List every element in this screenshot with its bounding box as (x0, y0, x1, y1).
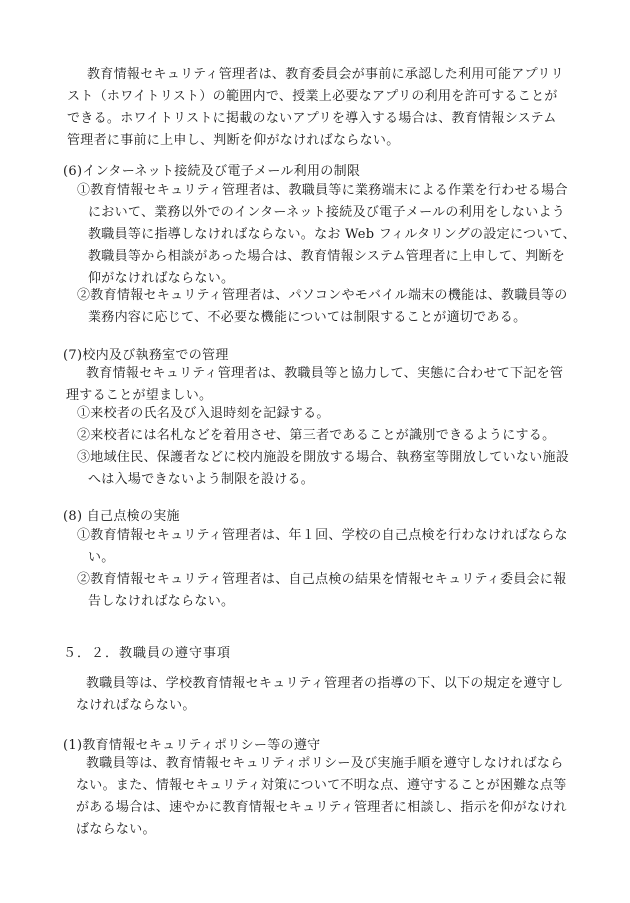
text-line: 理することが望ましい。 (66, 388, 213, 403)
section-8-item-2 (77, 569, 567, 613)
section-heading-8: (8) 自己点検の実施 (63, 509, 180, 524)
text-line: 管理者に事前に上申し、判断を仰がなければならない。 (67, 133, 400, 148)
text-line: ①教育情報セキュリティ管理者は、教職員等に業務端末による作業を行わせる場合 (77, 183, 568, 198)
text-line: へは入場できないよう制限を設ける。 (88, 472, 315, 487)
section-7-intro (66, 363, 563, 407)
chapter-heading-5-2: ５．２．教職員の遵守事項 (63, 646, 232, 661)
text-line: ②来校者には名札などを着用させ、第三者であることが識別できるようにする。 (77, 428, 556, 443)
text-line: 仰がなければならない。 (88, 271, 235, 286)
text-line: において、業務以外でのインターネット接続及び電子メールの利用をしないよう (88, 205, 566, 220)
text-line: なければならない。 (76, 698, 196, 713)
text-line: できる。ホワイトリストに掲載のないアプリを導入する場合は、教育情報システム (67, 111, 557, 126)
section-7-item-2 (77, 425, 555, 447)
section-heading-6: (6)インターネット接続及び電子メール利用の制限 (63, 164, 361, 179)
section-1-body (66, 753, 567, 841)
text-line: 教職員等は、学校教育情報セキュリティ管理者の指導の下、以下の規定を遵守し (86, 676, 564, 691)
text-line: ①教育情報セキュリティ管理者は、年１回、学校の自己点検を行わなければならな (77, 528, 568, 543)
section-6-item-2 (77, 285, 568, 329)
section-heading-7: (7)校内及び執務室での管理 (63, 348, 229, 363)
text-line: 業務内容に応じて、不必要な機能については制限することが適切である。 (88, 310, 527, 325)
text-line: 教職員等に指導しなければならない。なお Web フィルタリングの設定について、 (88, 227, 576, 242)
text-line: 教育情報セキュリティ管理者は、教育委員会が事前に承認した利用可能アプリリ (87, 67, 564, 82)
section-7-item-1 (77, 403, 330, 425)
text-line: 教職員等から相談があった場合は、教育情報システム管理者に上申して、判断を (88, 249, 566, 264)
section-6-item-1 (77, 180, 576, 290)
text-line: ③地域住民、保護者などに校内施設を開放する場合、執務室等開放していない施設 (77, 450, 570, 465)
text-line: い。 (88, 550, 115, 565)
text-line: スト（ホワイトリスト）の範囲内で、授業上必要なアプリの利用を許可することが (67, 89, 558, 104)
text-line: ②教育情報セキュリティ管理者は、パソコンやモバイル端末の機能は、教職員等の (77, 288, 568, 303)
text-line: がある場合は、速やかに教育情報セキュリティ管理者に相談し、指示を仰がなけれ (76, 800, 567, 815)
text-line: ない。また、情報セキュリティ対策について不明な点、遵守することが困難な点等 (76, 778, 567, 793)
text-line: ばならない。 (76, 822, 156, 837)
text-line: 告しなければならない。 (88, 594, 235, 609)
text-line: 教育情報セキュリティ管理者は、教職員等と協力して、実態に合わせて下記を管 (86, 366, 564, 381)
section-8-item-1 (77, 525, 568, 569)
section-heading-1: (1)教育情報セキュリティポリシー等の遵守 (63, 738, 321, 753)
text-line: ①来校者の氏名及び入退時刻を記録する。 (77, 406, 330, 421)
intro-paragraph (67, 64, 564, 152)
text-line: 教職員等は、教育情報セキュリティポリシー及び実施手順を遵守しなければなら (86, 756, 564, 771)
section-7-item-3 (77, 447, 569, 491)
text-line: ②教育情報セキュリティ管理者は、自己点検の結果を情報セキュリティ委員会に報 (77, 572, 567, 587)
chapter-5-2-intro (66, 673, 564, 717)
